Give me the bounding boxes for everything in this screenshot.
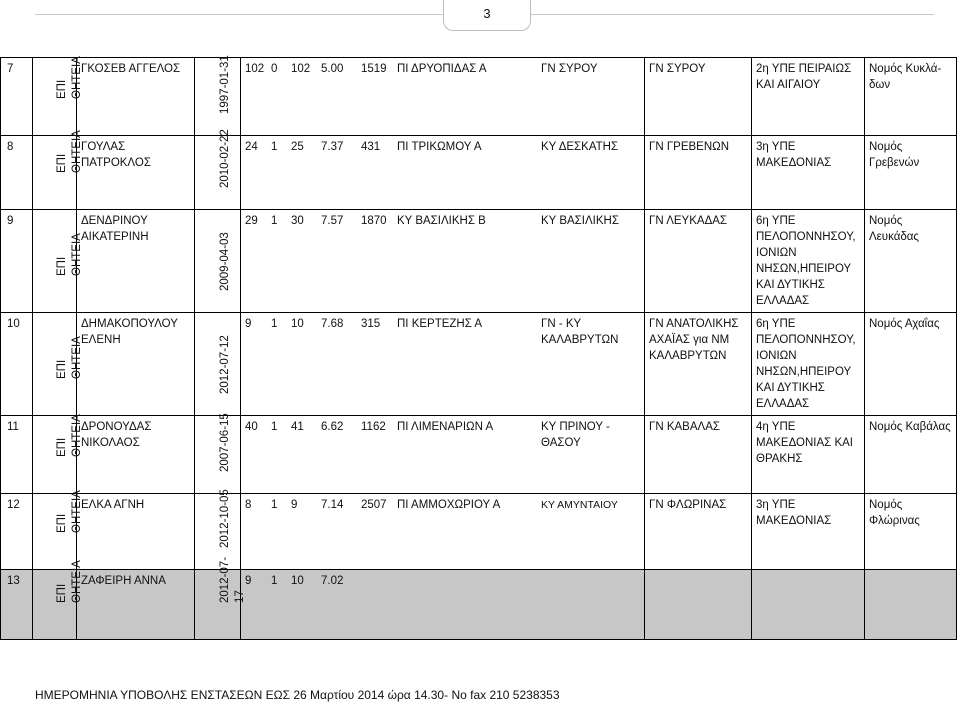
hospital-name: ΓΝ ΣΥΡΟΥ [649,63,706,75]
health-unit: ΚΥ ΠΡΙΝΟΥ - ΘΑΣΟΥ [541,421,610,449]
hospital-cell [645,136,752,210]
code: 1519 [361,63,387,75]
status-cell [33,130,83,210]
hospital-name: ΓΝ ΛΕΥΚΑΔΑΣ [649,215,728,227]
status-cell [33,210,83,313]
code: 1162 [361,421,386,433]
appointment-date: 2010-02-22 [218,129,231,188]
date-cell [195,55,241,136]
score: 7.02 [321,575,344,587]
person-name: ΓΟΥΛΑΣ ΠΑΤΡΟΚΛΟΣ [81,141,151,169]
health-unit: ΚΥ ΔΕΣΚΑΤΗΣ [541,141,619,153]
appointment-date: 2012-10-05 [218,489,231,548]
row-number: 11 [1,416,33,494]
hospital-name: ΓΝ ΓΡΕΒΕΝΩΝ [649,141,730,153]
appointment-date: 2009-04-03 [218,232,231,291]
value-2: 1 [271,141,278,153]
status-text: ΕΠΙ ΘΗΤΕΙΑ [55,336,83,379]
value-2: 1 [271,421,278,433]
prefecture-name: Νομός Γρεβενών [869,141,920,169]
prefecture-cell [865,58,957,136]
ype-cell [752,416,865,494]
hospital-cell [645,416,752,494]
prefecture-name: Νομός Αχαΐας [869,318,940,330]
name-cell [77,570,195,640]
date-cell [195,556,246,640]
health-region: 3η ΥΠΕ ΜΑΚΕΔΟΝΙΑΣ [756,141,832,169]
table-row [1,570,957,640]
score: 6.62 [321,421,344,433]
code: 2507 [361,499,387,511]
prefecture-cell [865,570,957,640]
hospital-name: ΓΝ ΑΝΑΤΟΛΙΚΗΣ ΑΧΑΪΑΣ για ΝΜ ΚΑΛΑΒΡΥΤΩΝ [649,318,739,362]
person-name: ΖΑΦΕΙΡΗ ΑΝΝΑ [81,575,166,587]
school-name: ΠΙ ΛΙΜΕΝΑΡΙΩΝ Α [397,421,494,433]
row-number: 9 [1,210,33,313]
header-rule-right [529,14,934,15]
status-text: ΕΠΙ ΘΗΤΕΙΑ [55,560,83,603]
details-cell [241,210,645,313]
status-text: ΕΠΙ ΘΗΤΕΙΑ [55,130,83,173]
prefecture-name: Νομός Κυκλά-δων [869,63,942,91]
table-row [1,494,957,570]
health-unit: ΓΝ - ΚΥ ΚΑΛΑΒΡΥΤΩΝ [541,318,619,346]
score: 7.68 [321,318,344,330]
value-1: 24 [245,141,258,153]
hospital-cell [645,494,752,570]
code: 1870 [361,215,387,227]
details-cell [241,58,645,136]
prefecture-name: Νομός Λευκάδας [869,215,919,243]
appointment-date: 2012-07-17 [218,556,246,603]
score: 7.37 [321,141,344,153]
value-1: 9 [245,575,252,587]
value-2: 1 [271,318,278,330]
prefecture-name: Νομός Καβάλας [869,421,951,433]
health-region: 6η ΥΠΕ ΠΕΛΟΠΟΝΝΗΣΟΥ, ΙΟΝΙΩΝ ΝΗΣΩΝ,ΗΠΕΙΡΟΥ ΚΑΙ ΔΥΤΙΚΗΣ ΕΛΛΑΔΑΣ [756,215,856,307]
hospital-cell [645,570,752,640]
details-cell [241,416,645,494]
status-text: ΕΠΙ ΘΗΤΕΙΑ [55,414,83,457]
table-row [1,313,957,416]
school-name: ΠΙ ΔΡΥΟΠΙΔΑΣ Α [397,63,487,75]
value-1: 8 [245,499,252,511]
details-cell [241,494,645,570]
row-number: 7 [1,58,33,136]
table-row [1,210,957,313]
value-3: 30 [291,215,304,227]
table-row [1,58,957,136]
name-cell [77,416,195,494]
page-number-tab [443,0,531,31]
value-1: 102 [245,63,265,75]
page-number: 3 [483,6,491,21]
score: 5.00 [321,63,344,75]
footer-note: ΗΜΕΡΟΜΗΝΙΑ ΥΠΟΒΟΛΗΣ ΕΝΣΤΑΣΕΩΝ ΕΩΣ 26 Μαρτίου 2014 ώρα 14.30- Νο fax 210 5238353 [35,688,560,702]
date-cell [195,313,241,416]
status-cell [33,560,83,640]
name-cell [77,494,195,570]
status-text: ΕΠΙ ΘΗΤΕΙΑ [55,233,83,276]
row-number: 12 [1,494,33,570]
prefecture-cell [865,313,957,416]
name-cell [77,210,195,313]
value-3: 41 [291,421,304,433]
appointment-date: 2007-06-15 [218,413,231,472]
header-rule-left [35,14,443,15]
date-cell [195,210,241,313]
hospital-name: ΓΝ ΚΑΒΑΛΑΣ [649,421,720,433]
value-3: 25 [291,141,304,153]
health-region: 2η ΥΠΕ ΠΕΙΡΑΙΩΣ ΚΑΙ ΑΙΓΑΙΟΥ [756,63,852,91]
person-name: ΓΚΟΣΕΒ ΑΓΓΕΛΟΣ [81,63,181,75]
hospital-cell [645,313,752,416]
date-cell [195,129,241,210]
row-number: 13 [1,570,33,640]
school-name: ΚΥ ΒΑΣΙΛΙΚΗΣ Β [397,215,486,227]
person-name: ΔΡΟΝΟΥΔΑΣ ΝΙΚΟΛΑΟΣ [81,421,152,449]
ype-cell [752,210,865,313]
code: 431 [361,141,381,153]
appointment-date: 2012-07-12 [218,335,231,394]
prefecture-cell [865,416,957,494]
person-name: ΔΗΜΑΚΟΠΟΥΛΟΥ ΕΛΕΝΗ [81,318,178,346]
ype-cell [752,570,865,640]
status-text: ΕΠΙ ΘΗΤΕΙΑ [55,56,83,99]
health-unit: ΓΝ ΣΥΡΟΥ [541,63,598,75]
row-number: 10 [1,313,33,416]
name-cell [77,58,195,136]
name-cell [77,313,195,416]
hospital-cell [645,58,752,136]
ype-cell [752,494,865,570]
health-region: 4η ΥΠΕ ΜΑΚΕΔΟΝΙΑΣ ΚΑΙ ΘΡΑΚΗΣ [756,421,853,465]
value-2: 0 [271,63,278,75]
candidates-table [0,57,957,640]
table-row [1,416,957,494]
ype-cell [752,58,865,136]
person-name: ΕΛΚΑ ΑΓΝΗ [81,499,145,511]
health-region: 6η ΥΠΕ ΠΕΛΟΠΟΝΝΗΣΟΥ, ΙΟΝΙΩΝ ΝΗΣΩΝ,ΗΠΕΙΡΟΥ ΚΑΙ ΔΥΤΙΚΗΣ ΕΛΛΑΔΑΣ [756,318,856,410]
health-region: 3η ΥΠΕ ΜΑΚΕΔΟΝΙΑΣ [756,499,832,527]
prefecture-name: Νομός Φλώρινας [869,499,920,527]
value-1: 9 [245,318,252,330]
ype-cell [752,136,865,210]
row-number: 8 [1,136,33,210]
code: 315 [361,318,381,330]
prefecture-cell [865,210,957,313]
details-cell [241,136,645,210]
hospital-cell [645,210,752,313]
school-name: ΠΙ ΑΜΜΟΧΩΡΙΟΥ Α [397,499,501,511]
appointment-date: 1997-01-31 [218,55,231,114]
value-2: 1 [271,215,278,227]
value-3: 102 [291,63,311,75]
value-3: 9 [291,499,298,511]
prefecture-cell [865,494,957,570]
value-3: 10 [291,318,304,330]
name-cell [77,136,195,210]
date-cell [195,413,241,494]
prefecture-cell [865,136,957,210]
ype-cell [752,313,865,416]
value-1: 40 [245,421,258,433]
school-name: ΠΙ ΤΡΙΚΩΜΟΥ Α [397,141,482,153]
score: 7.14 [321,499,344,511]
health-unit: ΚΥ ΑΜΥΝΤΑΙΟΥ [541,499,618,511]
hospital-name: ΓΝ ΦΛΩΡΙΝΑΣ [649,499,727,511]
details-cell [241,570,645,640]
value-2: 1 [271,575,278,587]
details-cell [241,313,645,416]
health-unit: ΚΥ ΒΑΣΙΛΙΚΗΣ [541,215,619,227]
person-name: ΔΕΝΔΡΙΝΟΥ ΑΙΚΑΤΕΡΙΝΗ [81,215,149,243]
value-2: 1 [271,499,278,511]
score: 7.57 [321,215,344,227]
value-3: 10 [291,575,304,587]
status-text: ΕΠΙ ΘΗΤΕΙΑ [55,490,83,533]
value-1: 29 [245,215,258,227]
table-row [1,136,957,210]
school-name: ΠΙ ΚΕΡΤΕΖΗΣ Α [397,318,483,330]
